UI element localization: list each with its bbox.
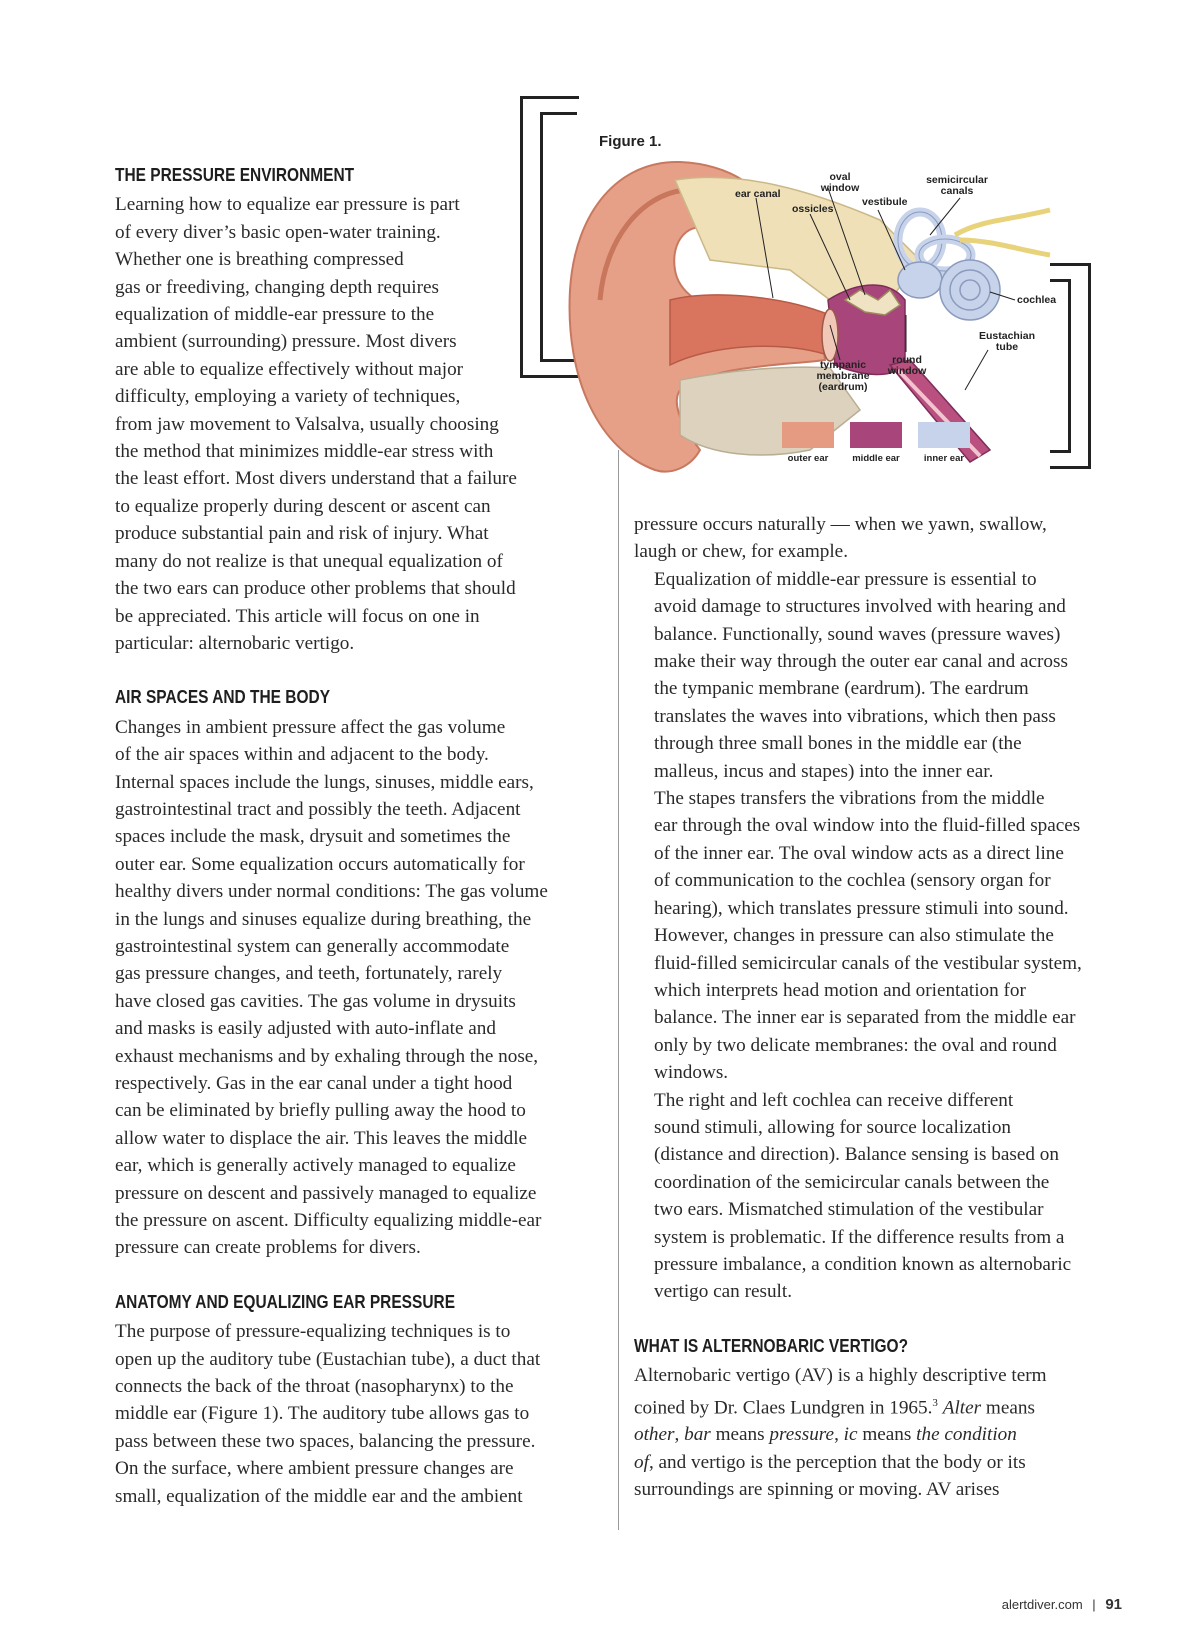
air-spaces-line: pressure can create problems for divers.	[115, 1237, 421, 1259]
pressure-environment-line: produce substantial pain and risk of injury. What	[115, 523, 489, 545]
heading-what-is-av: WHAT IS ALTERNOBARIC VERTIGO?	[634, 1335, 909, 1356]
pressure-environment-line: many do not realize is that unequal equalization of	[115, 550, 503, 572]
pressure-environment-line: particular: alternobaric vertigo.	[115, 632, 355, 654]
pressure-environment-line: the least effort. Most divers understand that a failure	[115, 468, 517, 490]
label-oval-window-1: oval	[829, 171, 851, 183]
label-ossicles: ossicles	[792, 203, 834, 215]
legend-swatch-inner-ear	[918, 422, 970, 448]
anatomy-line: small, equalization of the middle ear and the ambient	[115, 1485, 523, 1507]
anatomy-line: connects the back of the throat (nasopharynx) to the	[115, 1376, 514, 1398]
label-eustachian-2: tube	[995, 341, 1019, 353]
cochlea-line: The right and left cochlea can receive different	[654, 1089, 1014, 1111]
label-cochlea: cochlea	[1017, 294, 1057, 306]
label-oval-window-2: window	[820, 182, 860, 194]
paragraph-stapes	[634, 785, 1134, 1086]
equalization-line: balance. Functionally, sound waves (pressure waves)	[654, 623, 1061, 645]
footnote-ref: 3	[932, 1396, 938, 1409]
heading-pressure-environment: THE PRESSURE ENVIRONMENT	[115, 165, 355, 185]
air-spaces-line: gastrointestinal system can generally accommodate	[115, 935, 510, 957]
cochlea-shape	[940, 260, 1000, 320]
page-number: 91	[1105, 1596, 1122, 1613]
legend-label-middle-ear: middle ear	[852, 453, 900, 464]
cochlea-line: (distance and direction). Balance sensing is based on	[654, 1144, 1059, 1166]
right-column	[634, 511, 1134, 1504]
stapes-line: which interprets head motion and orientation for	[654, 979, 1026, 1001]
pressure-environment-line: Whether one is breathing compressed	[115, 249, 404, 271]
figure-title: Figure 1.	[599, 133, 662, 150]
footer-site: alertdiver.com	[1001, 1597, 1083, 1612]
av-line-1: Alternobaric vertigo (AV) is a highly descriptive term	[634, 1365, 1047, 1387]
air-spaces-line: allow water to displace the air. This leaves the middle	[115, 1127, 528, 1149]
paragraph-anatomy	[115, 1318, 605, 1510]
pressure-environment-line: of every diver’s basic open-water training.	[115, 221, 441, 243]
label-vestibule: vestibule	[862, 196, 908, 208]
stapes-line: The stapes transfers the vibrations from the middle	[654, 788, 1045, 810]
equalization-line: Equalization of middle-ear pressure is essential to	[654, 568, 1037, 590]
equalization-line: malleus, incus and stapes) into the inner ear.	[654, 760, 994, 782]
legend-swatch-middle-ear	[850, 422, 902, 448]
air-spaces-line: Changes in ambient pressure affect the gas volume	[115, 716, 506, 738]
stapes-line: of communication to the cochlea (sensory organ for	[654, 870, 1051, 892]
stapes-line: However, changes in pressure can also stimulate the	[654, 925, 1054, 947]
pressure-environment-line: gas or freediving, changing depth requires	[115, 276, 439, 298]
anatomy-line: On the surface, where ambient pressure changes are	[115, 1458, 514, 1480]
air-spaces-line: the pressure on ascent. Difficulty equalizing middle-ear	[115, 1210, 542, 1232]
anatomy-line: open up the auditory tube (Eustachian tube), a duct that	[115, 1348, 541, 1370]
left-column	[115, 162, 605, 1510]
av-line-3: other, bar means pressure, ic means the condition	[634, 1424, 1017, 1446]
pressure-environment-line: the two ears can produce other problems that should	[115, 578, 516, 600]
pressure-environment-line: difficulty, employing a variety of techniques,	[115, 386, 461, 408]
air-spaces-line: gas pressure changes, and teeth, fortunately, rarely	[115, 963, 503, 985]
stapes-line: of the inner ear. The oval window acts as a direct line	[654, 842, 1064, 864]
page-footer	[1002, 1596, 1122, 1613]
air-spaces-line: gastrointestinal tract and possibly the teeth. Adjacent	[115, 798, 521, 820]
stapes-line: hearing), which translates pressure stimuli into sound.	[654, 897, 1069, 919]
label-tympanic-1: tympanic	[819, 359, 867, 371]
pressure-environment-line: ambient (surrounding) pressure. Most divers	[115, 331, 457, 353]
vestibule-shape	[898, 262, 942, 298]
pressure-environment-line: Learning how to equalize ear pressure is part	[115, 194, 460, 216]
cochlea-line: coordination of the semicircular canals between the	[654, 1171, 1050, 1193]
cochlea-line: system is problematic. If the difference results from a	[654, 1226, 1065, 1248]
tympanic-membrane-shape	[822, 309, 838, 361]
label-ear-canal: ear canal	[735, 188, 781, 200]
air-spaces-line: have closed gas cavities. The gas volume in drysuits	[115, 990, 516, 1012]
air-spaces-line: respectively. Gas in the ear canal under a tight hood	[115, 1073, 513, 1094]
air-spaces-line: can be eliminated by briefly pulling away the hood to	[115, 1100, 526, 1122]
air-spaces-line: of the air spaces within and adjacent to the body.	[115, 744, 489, 766]
cochlea-line: two ears. Mismatched stimulation of the vestibular	[654, 1199, 1044, 1221]
paragraph-pressure-environment	[115, 191, 605, 657]
stapes-line: fluid-filled semicircular canals of the vestibular system,	[654, 952, 1082, 974]
stapes-line: only by two delicate membranes: the oval and round	[654, 1034, 1057, 1056]
cochlea-line: vertigo can result.	[654, 1281, 792, 1303]
pressure-environment-line: are able to equalize effectively without major	[115, 358, 464, 380]
cochlea-line: pressure imbalance, a condition known as alternobaric	[654, 1253, 1072, 1275]
continued-line: laugh or chew, for example.	[634, 541, 848, 563]
air-spaces-line: outer ear. Some equalization occurs automatically for	[115, 853, 525, 875]
equalization-line: translates the waves into vibrations, which then pass	[654, 705, 1056, 727]
anatomy-line: The purpose of pressure-equalizing techniques is to	[115, 1321, 511, 1343]
air-spaces-line: in the lungs and sinuses equalize during breathing, the	[115, 908, 532, 930]
label-tympanic-3: (eardrum)	[818, 381, 868, 393]
air-spaces-line: ear, which is generally actively managed to equalize	[115, 1155, 516, 1177]
pressure-environment-line: to equalize properly during descent or ascent can	[115, 495, 491, 517]
air-spaces-line: pressure on descent and passively managed to equalize	[115, 1182, 537, 1204]
equalization-line: make their way through the outer ear canal and across	[654, 651, 1068, 673]
stapes-line: ear through the oval window into the fluid-filled spaces	[654, 815, 1081, 837]
legend-label-outer-ear: outer ear	[787, 453, 829, 464]
paragraph-air-spaces	[115, 714, 605, 1262]
pressure-environment-line: the method that minimizes middle-ear stress with	[115, 441, 494, 463]
air-spaces-line: exhaust mechanisms and by exhaling through the nose,	[115, 1045, 539, 1067]
continued-line: pressure occurs naturally — when we yawn, swallow,	[634, 514, 1047, 535]
label-eustachian-1: Eustachian	[978, 330, 1036, 342]
stapes-line: windows.	[654, 1062, 729, 1084]
cochlea-line: sound stimuli, allowing for source localization	[654, 1116, 1012, 1138]
label-round-window-2: window	[887, 365, 927, 377]
label-semicircular-1: semicircular	[926, 174, 988, 186]
label-tympanic-2: membrane	[816, 370, 870, 382]
paragraph-what-is-av	[634, 1362, 1134, 1503]
anatomy-line: middle ear (Figure 1). The auditory tube allows gas to	[115, 1403, 530, 1425]
av-line-2: coined by Dr. Claes Lundgren in 1965.$^3$ Alter means	[634, 1396, 1035, 1418]
column-divider	[618, 450, 619, 1530]
equalization-line: through three small bones in the middle ear (the	[654, 733, 1022, 755]
heading-anatomy: ANATOMY AND EQUALIZING EAR PRESSURE	[115, 1291, 456, 1312]
av-line-4: of, and vertigo is the perception that the body or its	[634, 1451, 1026, 1473]
av-line-5: surroundings are spinning or moving. AV arises	[634, 1479, 1000, 1501]
equalization-line: avoid damage to structures involved with hearing and	[654, 596, 1066, 618]
ear-anatomy-illustration	[560, 150, 1057, 480]
stapes-line: balance. The inner ear is separated from the middle ear	[654, 1007, 1076, 1029]
air-spaces-line: healthy divers under normal conditions: The gas volume	[115, 881, 548, 903]
pressure-environment-line: from jaw movement to Valsalva, usually choosing	[115, 413, 499, 435]
pressure-environment-line: equalization of middle-ear pressure to the	[115, 304, 435, 326]
pressure-environment-line: be appreciated. This article will focus on one in	[115, 605, 480, 627]
paragraph-continued	[634, 511, 1134, 566]
legend-swatch-outer-ear	[782, 422, 834, 448]
legend-label-inner-ear: inner ear	[923, 453, 965, 464]
heading-air-spaces: AIR SPACES AND THE BODY	[115, 687, 331, 708]
paragraph-equalization-essential	[634, 566, 1134, 785]
footer-separator: |	[1092, 1597, 1096, 1612]
paragraph-cochlea	[634, 1087, 1134, 1306]
air-spaces-line: Internal spaces include the lungs, sinuses, middle ears,	[115, 771, 534, 793]
air-spaces-line: spaces include the mask, drysuit and sometimes the	[115, 826, 511, 848]
anatomy-line: pass between these two spaces, balancing the pressure.	[115, 1430, 536, 1452]
air-spaces-line: and masks is easily adjusted with auto-inflate and	[115, 1018, 496, 1040]
equalization-line: the tympanic membrane (eardrum). The eardrum	[654, 678, 1029, 700]
label-round-window-1: round	[892, 354, 922, 366]
label-semicircular-2: canals	[940, 185, 974, 197]
